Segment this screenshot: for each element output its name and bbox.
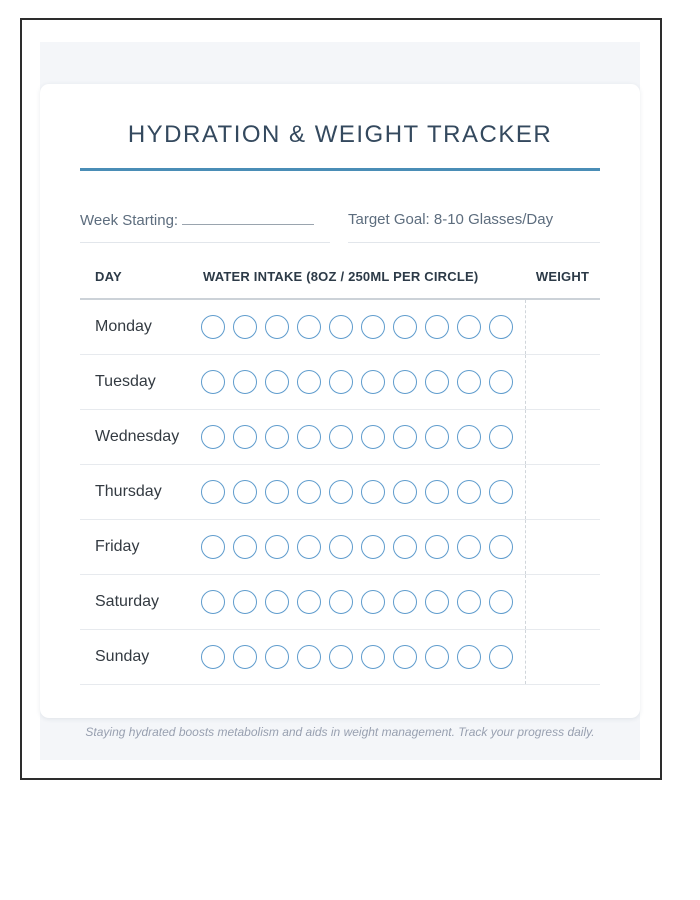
water-circle[interactable] (393, 370, 417, 394)
water-circle[interactable] (297, 645, 321, 669)
water-circle[interactable] (329, 480, 353, 504)
water-circle[interactable] (233, 645, 257, 669)
header-day: DAY (95, 269, 122, 284)
water-circle[interactable] (265, 315, 289, 339)
water-circles (201, 355, 525, 409)
water-circle[interactable] (297, 370, 321, 394)
water-circle[interactable] (265, 535, 289, 559)
water-circles (201, 575, 525, 629)
water-circle[interactable] (425, 315, 449, 339)
header-weight: WEIGHT (535, 269, 590, 284)
weight-cell[interactable] (525, 410, 600, 464)
day-label: Monday (95, 318, 152, 335)
water-circle[interactable] (489, 480, 513, 504)
water-circle[interactable] (329, 645, 353, 669)
water-circle[interactable] (361, 480, 385, 504)
water-circle[interactable] (425, 370, 449, 394)
week-starting-field (80, 211, 330, 243)
water-circle[interactable] (201, 315, 225, 339)
water-circles (201, 520, 525, 574)
weight-cell[interactable] (525, 520, 600, 574)
water-circle[interactable] (489, 425, 513, 449)
water-circle[interactable] (233, 370, 257, 394)
tracker-table (80, 269, 600, 685)
water-circle[interactable] (233, 425, 257, 449)
water-circle[interactable] (201, 425, 225, 449)
water-circle[interactable] (425, 480, 449, 504)
water-circle[interactable] (489, 645, 513, 669)
week-starting-input[interactable] (182, 211, 314, 225)
water-circle[interactable] (457, 535, 481, 559)
target-goal-text: Target Goal: 8-10 Glasses/Day (348, 211, 554, 228)
water-circle[interactable] (265, 590, 289, 614)
water-circle[interactable] (457, 315, 481, 339)
water-circle[interactable] (457, 480, 481, 504)
weight-cell[interactable] (525, 300, 600, 354)
water-circle[interactable] (265, 480, 289, 504)
water-circle[interactable] (297, 480, 321, 504)
water-circles (201, 410, 525, 464)
footer-note: Staying hydrated boosts metabolism and aids in weight management. Track your progress daily. (85, 725, 595, 739)
water-circle[interactable] (297, 425, 321, 449)
header-water-intake: WATER INTAKE (8OZ / 250ML PER CIRCLE) (203, 269, 479, 284)
water-circle[interactable] (233, 535, 257, 559)
table-row (80, 410, 600, 465)
water-circle[interactable] (361, 535, 385, 559)
water-circle[interactable] (393, 590, 417, 614)
table-row (80, 520, 600, 575)
weight-cell[interactable] (525, 465, 600, 519)
water-circle[interactable] (329, 370, 353, 394)
water-circle[interactable] (329, 315, 353, 339)
water-circles (201, 630, 525, 684)
water-circle[interactable] (361, 425, 385, 449)
weight-cell[interactable] (525, 575, 600, 629)
day-label: Sunday (95, 648, 150, 665)
water-circle[interactable] (457, 370, 481, 394)
water-circle[interactable] (425, 590, 449, 614)
meta-row (80, 211, 600, 243)
water-circle[interactable] (489, 535, 513, 559)
water-circle[interactable] (393, 480, 417, 504)
water-circle[interactable] (329, 425, 353, 449)
water-circle[interactable] (393, 645, 417, 669)
water-circle[interactable] (361, 645, 385, 669)
water-circle[interactable] (393, 535, 417, 559)
tracker-sheet (40, 42, 640, 760)
weight-cell[interactable] (525, 355, 600, 409)
water-circle[interactable] (489, 315, 513, 339)
week-starting-label: Week Starting: (80, 212, 179, 229)
day-label: Saturday (95, 593, 160, 610)
water-circle[interactable] (425, 535, 449, 559)
water-circle[interactable] (329, 535, 353, 559)
table-row (80, 630, 600, 685)
water-circle[interactable] (265, 370, 289, 394)
water-circle[interactable] (201, 370, 225, 394)
water-circle[interactable] (361, 315, 385, 339)
water-circle[interactable] (297, 315, 321, 339)
water-circle[interactable] (425, 645, 449, 669)
tracker-card (40, 84, 640, 718)
water-circle[interactable] (265, 645, 289, 669)
table-header-row (80, 269, 600, 300)
water-circles (201, 300, 525, 354)
table-row (80, 355, 600, 410)
water-circle[interactable] (201, 535, 225, 559)
water-circle[interactable] (489, 370, 513, 394)
water-circle[interactable] (393, 425, 417, 449)
water-circle[interactable] (201, 590, 225, 614)
table-body (80, 300, 600, 685)
water-circle[interactable] (457, 645, 481, 669)
day-label: Wednesday (95, 428, 180, 445)
title-divider (80, 168, 600, 171)
water-circle[interactable] (201, 645, 225, 669)
weight-cell[interactable] (525, 630, 600, 684)
water-circle[interactable] (361, 590, 385, 614)
water-circle[interactable] (265, 425, 289, 449)
table-row (80, 575, 600, 630)
water-circle[interactable] (361, 370, 385, 394)
water-circle[interactable] (393, 315, 417, 339)
water-circle[interactable] (233, 590, 257, 614)
table-row (80, 465, 600, 520)
water-circle[interactable] (489, 590, 513, 614)
water-circle[interactable] (297, 535, 321, 559)
water-circle[interactable] (457, 425, 481, 449)
water-circle[interactable] (329, 590, 353, 614)
water-circle[interactable] (233, 315, 257, 339)
table-row (80, 300, 600, 355)
water-circles (201, 465, 525, 519)
day-label: Thursday (95, 483, 162, 500)
water-circle[interactable] (233, 480, 257, 504)
water-circle[interactable] (425, 425, 449, 449)
water-circle[interactable] (297, 590, 321, 614)
page-title: HYDRATION & WEIGHT TRACKER (127, 121, 553, 148)
target-goal-field (348, 211, 600, 243)
day-label: Friday (95, 538, 140, 555)
water-circle[interactable] (457, 590, 481, 614)
water-circle[interactable] (201, 480, 225, 504)
day-label: Tuesday (95, 373, 156, 390)
